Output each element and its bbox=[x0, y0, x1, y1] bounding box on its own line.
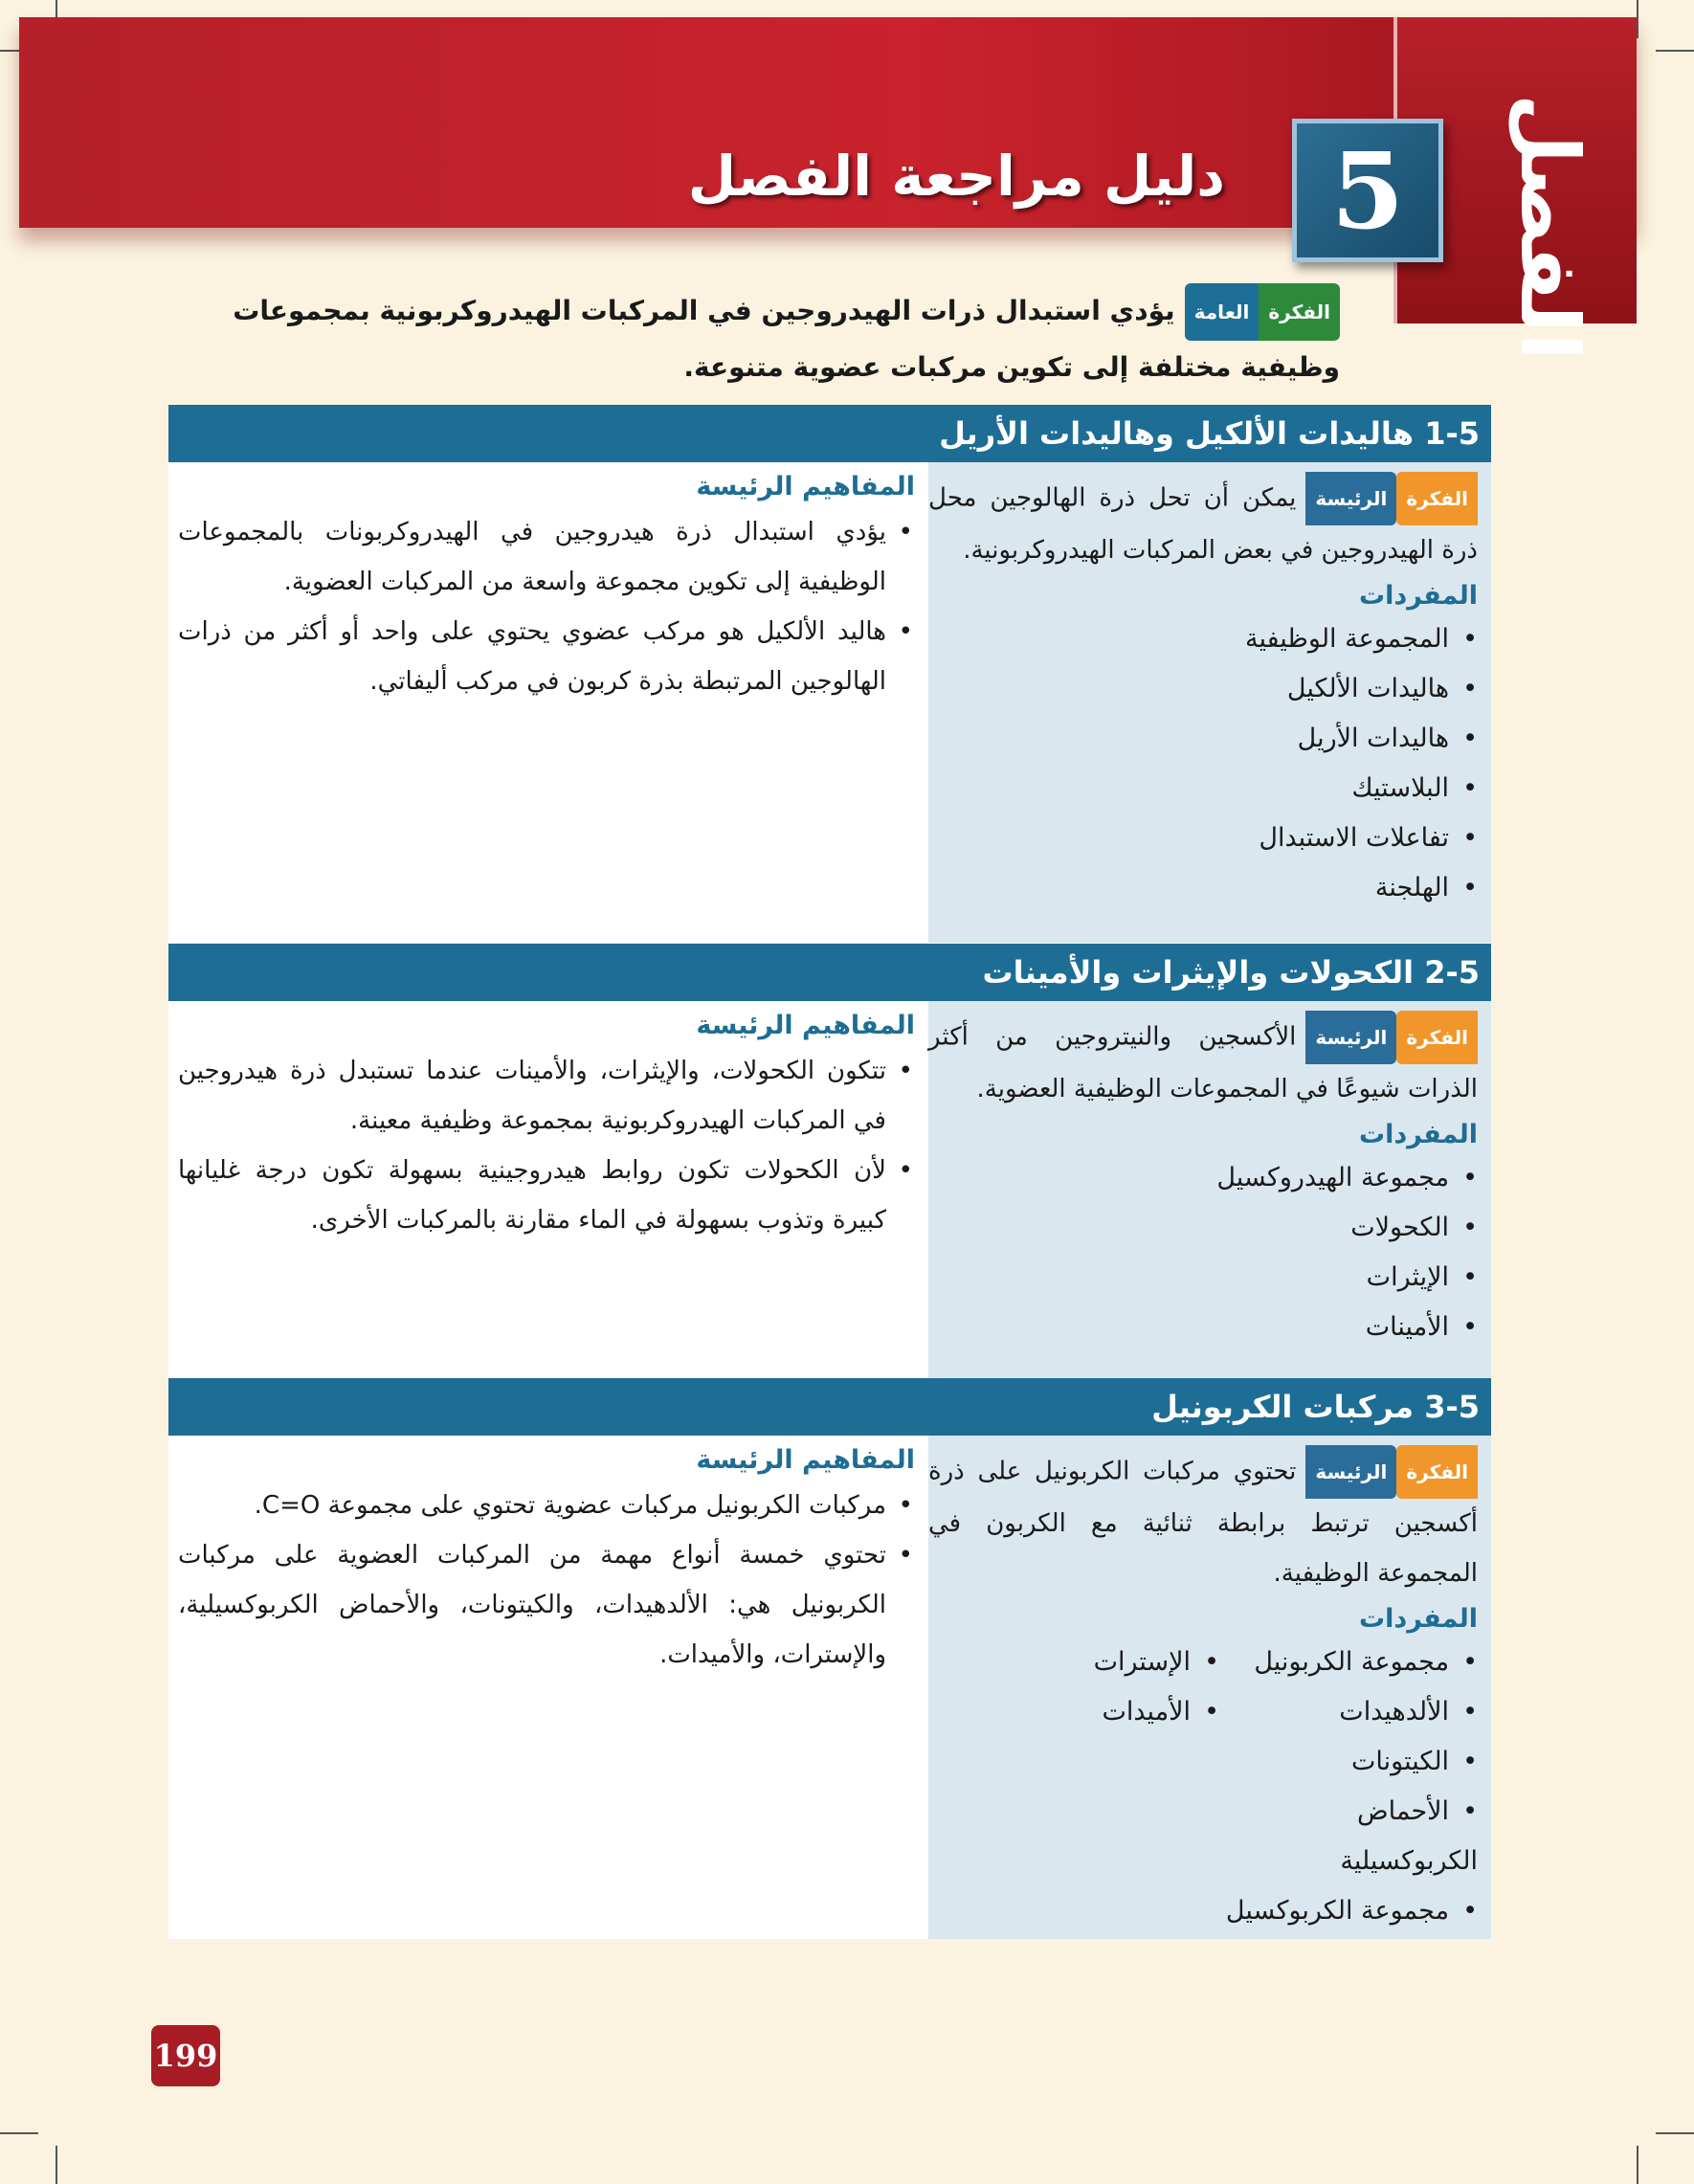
tag-label: الفكرة bbox=[1396, 472, 1478, 525]
crop-mark bbox=[0, 2132, 38, 2134]
vocab-item: • هاليدات الأريل bbox=[928, 714, 1478, 764]
main-idea bbox=[928, 1011, 1478, 1114]
main-idea-text: الأكسجين والنيتروجين من أكثر الذرات شيوعًا في المجموعات الوظيفية العضوية. bbox=[928, 1022, 1478, 1103]
page-number: 199 bbox=[151, 2025, 220, 2086]
big-idea-text: يؤدي استبدال ذرات الهيدروجين في المركبات الهيدروكربونية بمجموعات وظيفية مختلفة إلى تكوين مركبات عضوية متنوعة. bbox=[233, 295, 1340, 383]
vocab-item: • مجموعة الكربوكسيل bbox=[1219, 1886, 1478, 1936]
big-idea bbox=[170, 283, 1340, 394]
main-idea-tag bbox=[1305, 1011, 1478, 1064]
main-idea-column bbox=[928, 1001, 1491, 1378]
vocab-heading: المفردات bbox=[1359, 581, 1478, 611]
crop-mark bbox=[1637, 2146, 1638, 2184]
key-concepts-column bbox=[168, 1001, 928, 1378]
crop-mark bbox=[1656, 50, 1694, 52]
key-concepts-list bbox=[178, 507, 919, 706]
chapter-word: الفصل bbox=[1503, 94, 1596, 361]
vocab-list-extra bbox=[961, 1638, 1219, 1936]
crop-mark bbox=[1656, 2132, 1694, 2134]
vocab-item: • الأمينات bbox=[928, 1303, 1478, 1352]
main-idea bbox=[928, 1445, 1478, 1598]
main-idea-tag bbox=[1305, 1445, 1478, 1499]
key-concepts-list bbox=[178, 1481, 919, 1680]
main-idea-tag bbox=[1305, 472, 1478, 525]
vocab-item: • هاليدات الألكيل bbox=[928, 664, 1478, 714]
key-concepts-heading: المفاهيم الرئيسة bbox=[696, 472, 915, 501]
tag-label: الفكرة bbox=[1396, 1011, 1478, 1064]
vocab-item: • الأحماض الكربوكسيلية bbox=[1219, 1787, 1478, 1886]
key-concepts-heading: المفاهيم الرئيسة bbox=[696, 1011, 915, 1040]
vocab-list bbox=[928, 614, 1478, 913]
tag-label: الرئيسة bbox=[1305, 1445, 1396, 1499]
main-idea bbox=[928, 472, 1478, 575]
vocab-item: • البلاستيك bbox=[928, 764, 1478, 813]
section-body bbox=[168, 1001, 1491, 1378]
vocab-item: • الإيثرات bbox=[928, 1253, 1478, 1303]
key-concept-item: • تتكون الكحولات، والإيثرات، والأمينات عندما تستبدل ذرة هيدروجين في المركبات الهيدروكربونية بمجموعة وظيفية معينة. bbox=[178, 1046, 919, 1146]
key-concept-item: • هاليد الألكيل هو مركب عضوي يحتوي على واحد أو أكثر من ذرات الهالوجين المرتبطة بذرة كربون في مركب أليفاتي. bbox=[178, 607, 919, 706]
section-5-3 bbox=[168, 1378, 1491, 1939]
key-concepts-heading: المفاهيم الرئيسة bbox=[696, 1445, 915, 1475]
vocab-columns bbox=[928, 1638, 1478, 1936]
vocab-heading: المفردات bbox=[1359, 1604, 1478, 1634]
section-title: 3-5 مركبات الكربونيل bbox=[168, 1378, 1491, 1436]
section-body bbox=[168, 462, 1491, 943]
big-idea-tag bbox=[1185, 283, 1340, 341]
vocab-item: • الإسترات bbox=[961, 1638, 1219, 1687]
tag-label: الفكرة bbox=[1396, 1445, 1478, 1499]
section-body bbox=[168, 1436, 1491, 1939]
crop-mark bbox=[1637, 0, 1638, 38]
vocab-item: • تفاعلات الاستبدال bbox=[928, 813, 1478, 863]
page-title: دليل مراجعة الفصل bbox=[687, 144, 1225, 209]
section-5-1 bbox=[168, 405, 1491, 943]
tag-label: الرئيسة bbox=[1305, 1011, 1396, 1064]
section-5-2 bbox=[168, 944, 1491, 1378]
vocab-heading: المفردات bbox=[1359, 1120, 1478, 1149]
section-title: 1-5 هاليدات الألكيل وهاليدات الأريل bbox=[168, 405, 1491, 462]
vocab-item: • الألدهيدات bbox=[1219, 1687, 1478, 1737]
vocab-item: • الكيتونات bbox=[1219, 1737, 1478, 1787]
main-idea-text: تحتوي مركبات الكربونيل على ذرة أكسجين ترتبط برابطة ثنائية مع الكربون في المجموعة الوظيفية. bbox=[928, 1457, 1478, 1588]
crop-mark bbox=[56, 2146, 57, 2184]
key-concept-item: • مركبات الكربونيل مركبات عضوية تحتوي على مجموعة C=O. bbox=[178, 1481, 919, 1530]
key-concepts-column bbox=[168, 462, 928, 943]
vocab-list bbox=[1219, 1638, 1478, 1936]
section-title: 2-5 الكحولات والإيثرات والأمينات bbox=[168, 944, 1491, 1001]
vocab-item: • الكحولات bbox=[928, 1203, 1478, 1253]
tag-label: العامة bbox=[1185, 283, 1259, 341]
tag-label: الرئيسة bbox=[1305, 472, 1396, 525]
vocab-item: • مجموعة الكربونيل bbox=[1219, 1638, 1478, 1687]
vocab-item: • مجموعة الهيدروكسيل bbox=[928, 1153, 1478, 1203]
vocab-item: • الأميدات bbox=[961, 1687, 1219, 1737]
key-concept-item: • يؤدي استبدال ذرة هيدروجين في الهيدروكربونات بالمجموعات الوظيفية إلى تكوين مجموعة واسعة من المركبات العضوية. bbox=[178, 507, 919, 607]
vocab-item: • المجموعة الوظيفية bbox=[928, 614, 1478, 664]
main-idea-column bbox=[928, 1436, 1491, 1939]
main-idea-text: يمكن أن تحل ذرة الهالوجين محل ذرة الهيدروجين في بعض المركبات الهيدروكربونية. bbox=[928, 483, 1478, 565]
key-concept-item: • تحتوي خمسة أنواع مهمة من المركبات العضوية على مركبات الكربونيل هي: الألدهيدات، والكيتونات، والأحماض الكربوكسيلية، والإسترات، والأميدات. bbox=[178, 1530, 919, 1680]
key-concept-item: • لأن الكحولات تكون روابط هيدروجينية بسهولة تكون درجة غليانها كبيرة وتذوب بسهولة في الماء مقارنة بالمركبات الأخرى. bbox=[178, 1146, 919, 1245]
vocab-list bbox=[928, 1153, 1478, 1352]
vocab-item: • الهلجنة bbox=[928, 863, 1478, 913]
chapter-number: 5 bbox=[1292, 119, 1443, 262]
main-idea-column bbox=[928, 462, 1491, 943]
tag-label: الفكرة bbox=[1259, 283, 1340, 341]
key-concepts-column bbox=[168, 1436, 928, 1939]
key-concepts-list bbox=[178, 1046, 919, 1245]
